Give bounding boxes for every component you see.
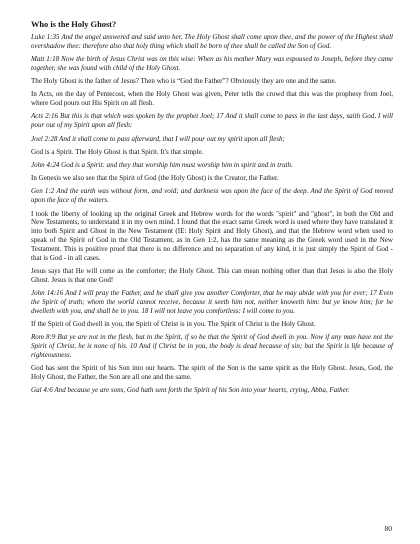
scripture-quote-acts-2-16: Acts 2:16 But this is that which was spoken by the prophet Joel; 17 And it shall come to pass in the last days, saith God, I will pour out of my Spirit upon all flesh: [31,112,393,130]
scripture-quote-john-4-24: John 4:24 God is a Spirit: and they that worship him must worship him in spirit and in truth. [31,161,293,170]
body-paragraph: God is a Spirit. The Holy Ghost is that Spirit. It's that simple. [31,147,204,156]
scripture-quote-matt-1-18: Matt 1:18 Now the birth of Jesus Christ was on this wise: When as his mother Mary was espoused to Joseph, before they came together, she was found with child of the Holy Ghost. [31,55,393,72]
scripture-quote-joel-2-28: Joel 2:28 And it shall come to pass afterward, that I will pour out my spirit upon all flesh; [31,134,285,143]
scripture-quote-gal-4-6: Gal 4:6 And because ye are sons, God hath sent forth the Spirit of his Son into your hearts, crying, Abba, Father. [31,386,350,395]
scripture-quote-rom-8-9: Rom 8:9 But ye are not in the flesh, but in the Spirit, if so be that the Spirit of God dwell in you. Now if any man have not the Spirit of Christ, he is none of his. 10 And if Christ be in you, the body is dead because of sin; but the Spirit is life because of righteousness. [31,333,393,359]
body-paragraph: In Genesis we also see that the Spirit of God (the Holy Ghost) is the Creator, the Father. [31,174,279,183]
body-paragraph: Jesus says that He will come as the comforter; the Holy Ghost. This can mean nothing other than that Jesus is also the Holy Ghost. Jesus is that one God! [31,267,393,284]
scripture-quote-gen-1-2: Gen 1:2 And the earth was without form, and void; and darkness was upon the face of the deep. And the Spirit of God moved upon the face of the waters. [31,187,393,205]
body-paragraph: If the Spirit of God dwell in you, the Spirit of Christ is in you. The Spirit of Christ is the Holy Ghost. [31,320,316,329]
body-paragraph: I took the liberty of looking up the original Greek and Hebrew words for the words "spirit" and "ghost", in both the Old and New Testaments, to understand it in my own mind. I found that the exact same Greek word is used where they have translated it into both Spirit and Ghost in the New Testament (IE: Holy Spirit and Holy Ghost), and that the Hebrew word when used to speak of the Spirit of God in the Old Testament, as in Gen 1:2, has the same meaning as the Greek word used in the New Testament. This is positive proof that there is no difference and no separation of any kind, it is just simply the Spirit of God - that is God - in all cases. [31,209,393,262]
scripture-quote-john-14-16: John 14:16 And I will pray the Father, and he shall give you another Comforter, that he may abide with you for ever; 17 Even the Spirit of truth; whom the world cannot receive, because it seeth him not, neither knoweth him: but ye know him; for he dwelleth with you, and shall be in you. 18 I will not leave you comfortless: I will come to you. [31,289,393,315]
scripture-quote-luke-1-35: Luke 1:35 And the angel answered and said unto her, The Holy Ghost shall come upon thee, and the power of the Highest shall overshadow thee: therefore also that holy thing which shall be born of thee shall be called the Son of God. [31,33,393,50]
page-number: 80 [384,524,392,533]
body-paragraph: In Acts, on the day of Pentecost, when the Holy Ghost was given, Peter tells the crowd that this was the prophesy from Joel, where God pours out His Spirit on all flesh. [31,90,393,108]
body-paragraph: God has sent the Spirit of his Son into our hearts. The spirit of the Son is the same spirit as the Holy Ghost. Jesus, God, the Holy Ghost, the Father, the Son are all one and the same. [31,364,393,382]
section-heading: Who is the Holy Ghost? [31,20,117,29]
body-paragraph: The Holy Ghost is the father of Jesus? Then who is “God the Father”? Obviously they are one and the same. [31,77,337,86]
document-page [31,20,393,399]
